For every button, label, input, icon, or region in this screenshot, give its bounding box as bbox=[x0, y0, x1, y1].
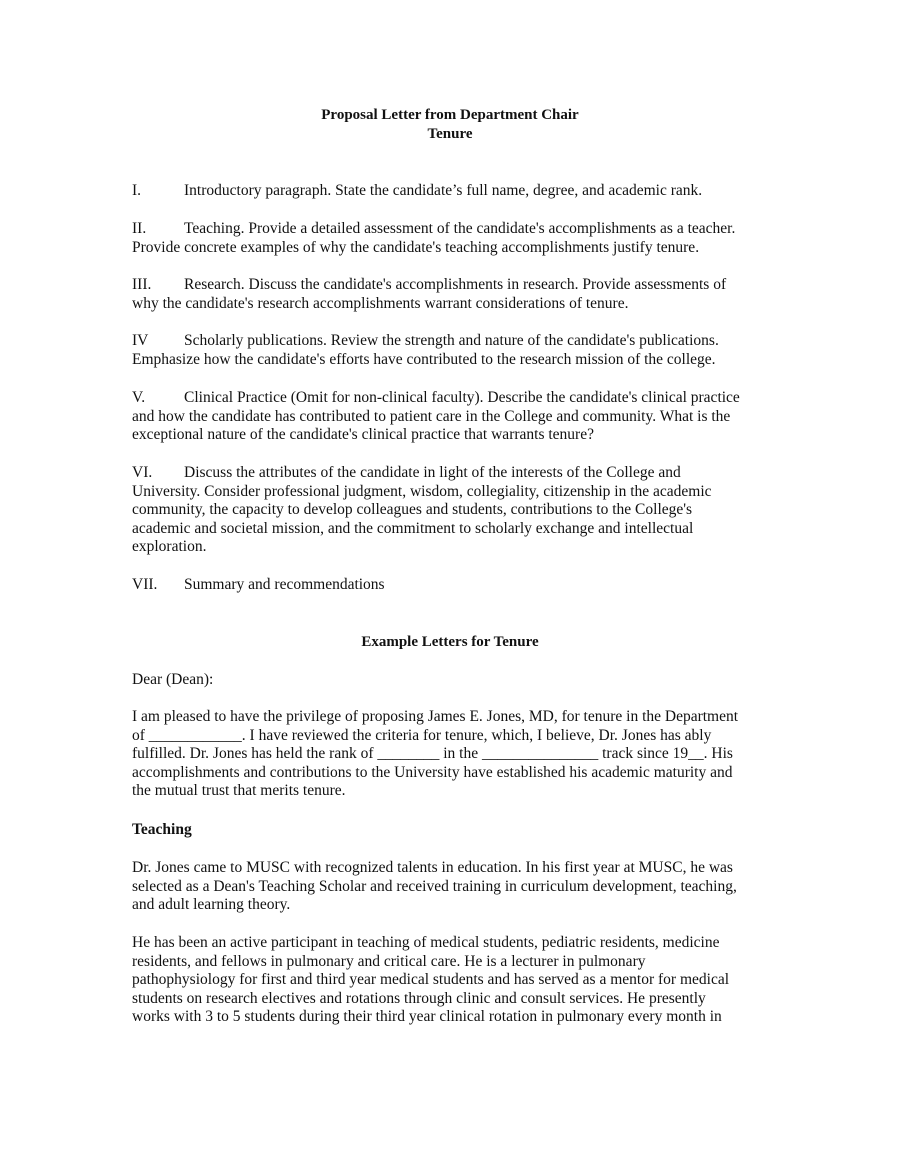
paragraph-line: Dr. Jones came to MUSC with recognized talents in education. In his first year at MUSC, he was bbox=[132, 859, 733, 876]
outline-item-6 bbox=[132, 464, 782, 557]
outline-text: exploration. bbox=[132, 538, 207, 555]
outline-text: Clinical Practice (Omit for non-clinical faculty). Describe the candidate's clinical practice bbox=[184, 389, 740, 406]
outline-text: and how the candidate has contributed to patient care in the College and community. What is the bbox=[132, 407, 731, 425]
intro-paragraph bbox=[132, 708, 782, 801]
paragraph-line: fulfilled. Dr. Jones has held the rank of ________ in the _______________ track since 19__. His bbox=[132, 745, 733, 762]
document-title: Proposal Letter from Department Chair bbox=[321, 107, 579, 123]
outline-text: Provide concrete examples of why the candidate's teaching accomplishments justify tenure. bbox=[132, 238, 700, 256]
outline-number: I. bbox=[132, 182, 142, 199]
outline-text: Introductory paragraph. State the candidate’s full name, degree, and academic rank. bbox=[184, 182, 703, 199]
paragraph-line: students on research electives and rotations through clinic and consult services. He presently bbox=[132, 989, 706, 1007]
outline-text: community, the capacity to develop colleagues and students, contributions to the College's bbox=[132, 501, 693, 518]
salutation-text: Dear (Dean): bbox=[132, 671, 214, 688]
outline-text: Summary and recommendations bbox=[184, 576, 385, 593]
paragraph-line: pathophysiology for first and third year medical students and has served as a mentor for medical bbox=[132, 971, 730, 988]
paragraph-line: accomplishments and contributions to the University have established his academic maturity and bbox=[132, 763, 733, 781]
outline-text: Emphasize how the candidate's efforts have contributed to the research mission of the college. bbox=[132, 350, 716, 368]
teaching-heading bbox=[132, 821, 782, 840]
outline-text: why the candidate's research accomplishments warrant considerations of tenure. bbox=[132, 294, 629, 312]
paragraph-line: and adult learning theory. bbox=[132, 896, 291, 913]
teaching-paragraph-2 bbox=[132, 934, 782, 1027]
outline-number: V. bbox=[132, 389, 146, 406]
outline-text: Scholarly publications. Review the strength and nature of the candidate's publications. bbox=[184, 332, 719, 349]
teaching-heading-text: Teaching bbox=[132, 821, 192, 838]
paragraph-line: selected as a Dean's Teaching Scholar and received training in curriculum development, teaching, bbox=[132, 877, 737, 895]
outline-item-2 bbox=[132, 220, 782, 257]
outline-item-1 bbox=[132, 182, 782, 201]
outline-number: II. bbox=[132, 220, 147, 237]
outline-item-3 bbox=[132, 276, 782, 313]
paragraph-line: residents, and fellows in pulmonary and critical care. He is a lecturer in pulmonary bbox=[132, 952, 646, 970]
outline-item-7 bbox=[132, 576, 782, 595]
outline-number: VI. bbox=[132, 464, 153, 481]
teaching-paragraph-1 bbox=[132, 859, 782, 915]
outline-text: University. Consider professional judgment, wisdom, collegiality, citizenship in the academic bbox=[132, 482, 712, 500]
paragraph-line: I am pleased to have the privilege of proposing James E. Jones, MD, for tenure in the Department bbox=[132, 708, 739, 725]
paragraph-line: works with 3 to 5 students during their third year clinical rotation in pulmonary every month in bbox=[132, 1008, 722, 1025]
outline-text: academic and societal mission, and the commitment to scholarly exchange and intellectual bbox=[132, 519, 694, 537]
paragraph-line: He has been an active participant in teaching of medical students, pediatric residents, medicine bbox=[132, 934, 720, 951]
salutation bbox=[132, 671, 782, 690]
outline-item-5 bbox=[132, 389, 782, 445]
outline-number: IV bbox=[132, 332, 149, 349]
outline-text: exceptional nature of the candidate's clinical practice that warrants tenure? bbox=[132, 426, 594, 443]
outline-text: Discuss the attributes of the candidate in light of the interests of the College and bbox=[184, 464, 681, 481]
outline-number: VII. bbox=[132, 576, 158, 593]
outline-number: III. bbox=[132, 276, 152, 293]
outline-item-4 bbox=[132, 332, 782, 369]
example-heading: Example Letters for Tenure bbox=[361, 634, 539, 650]
outline-text: Teaching. Provide a detailed assessment of the candidate's accomplishments as a teacher. bbox=[184, 220, 736, 237]
paragraph-line: of ____________. I have reviewed the criteria for tenure, which, I believe, Dr. Jones has ably bbox=[132, 726, 712, 744]
document-subtitle: Tenure bbox=[427, 126, 473, 142]
paragraph-line: the mutual trust that merits tenure. bbox=[132, 782, 346, 799]
outline-text: Research. Discuss the candidate's accomplishments in research. Provide assessments of bbox=[184, 276, 727, 293]
